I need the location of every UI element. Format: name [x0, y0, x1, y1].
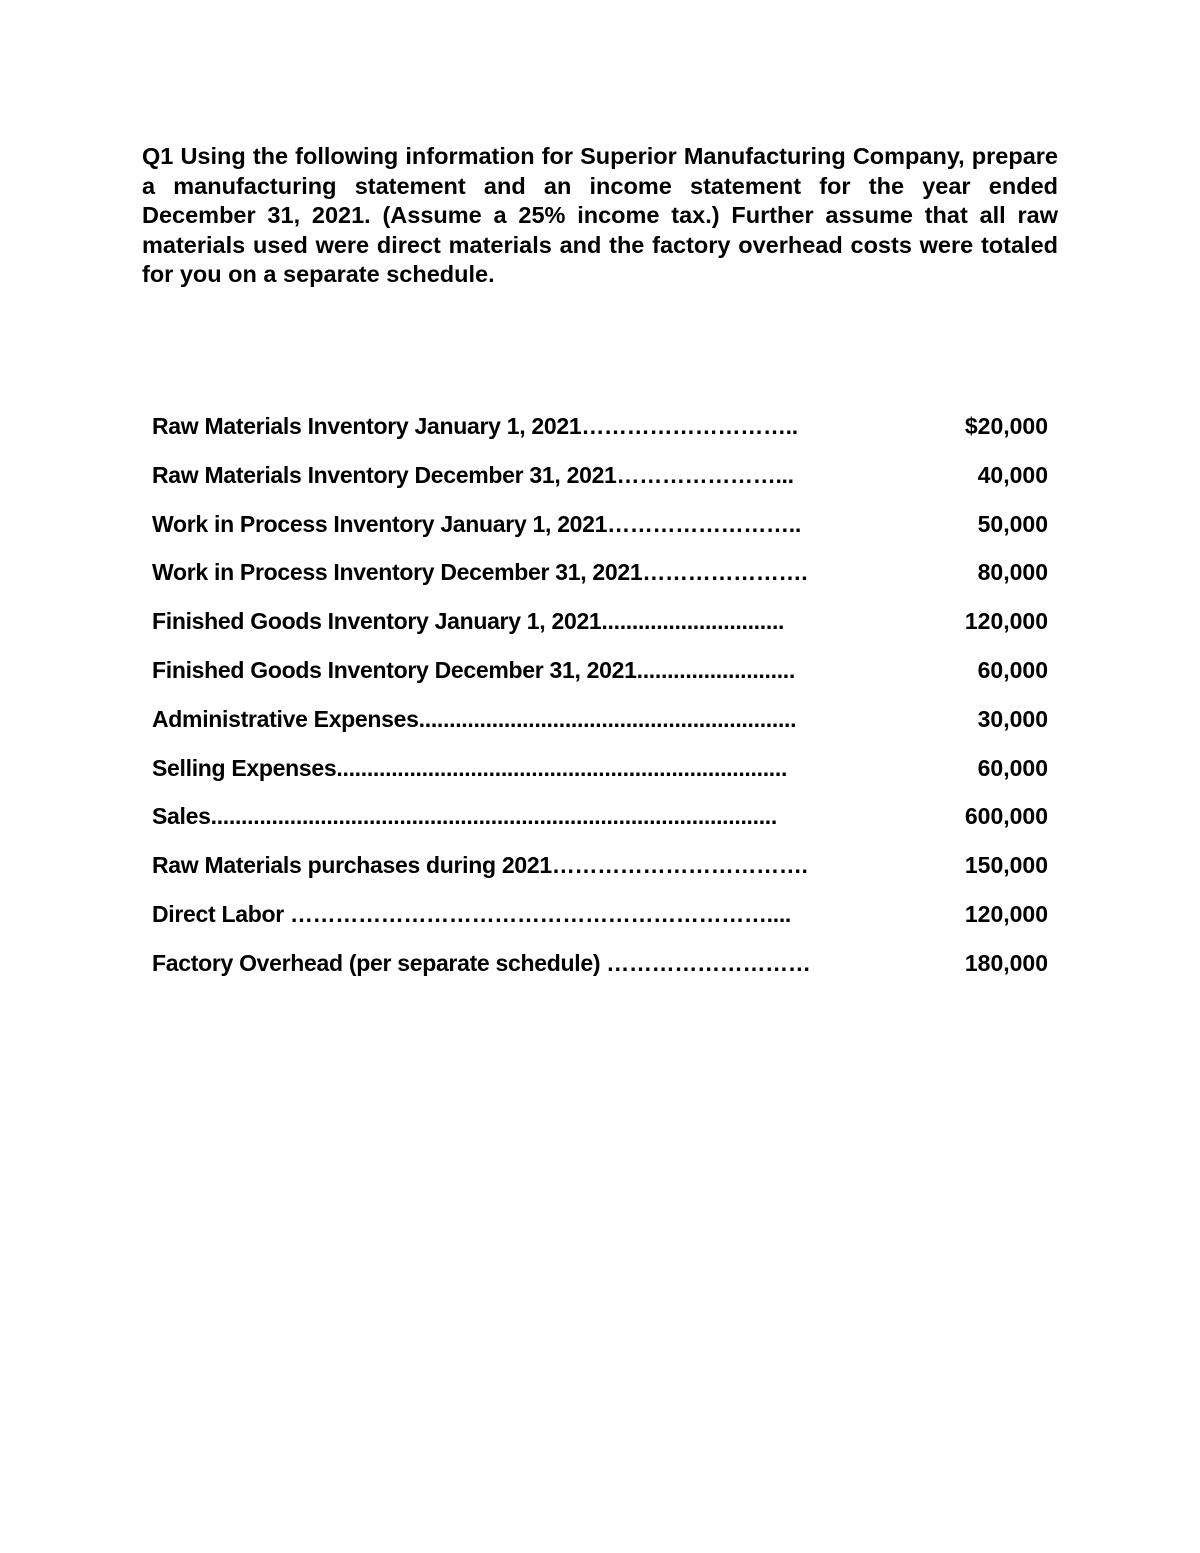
list-item — [152, 601, 1052, 650]
item-label: Direct Labor ……………………………………………………….... — [152, 900, 792, 927]
item-amount: 60,000 — [977, 754, 1048, 781]
list-item — [152, 699, 1052, 748]
item-label: Raw Materials Inventory January 1, 2021……………………….. — [152, 413, 798, 439]
item-amount: 30,000 — [977, 705, 1048, 732]
item-amount: 150,000 — [964, 852, 1048, 879]
item-amount: $20,000 — [964, 413, 1048, 439]
item-amount: 40,000 — [977, 461, 1048, 488]
item-label: Finished Goods Inventory December 31, 2021.......................... — [152, 656, 795, 683]
item-amount: 600,000 — [964, 803, 1048, 830]
item-label: Work in Process Inventory January 1, 2021…………………….. — [152, 510, 801, 537]
item-label: Work in Process Inventory December 31, 2021…………………. — [152, 559, 808, 586]
list-item — [152, 894, 1052, 943]
list-item — [152, 455, 1052, 504]
list-item — [152, 748, 1052, 797]
item-amount: 50,000 — [977, 510, 1048, 537]
item-label: Raw Materials purchases during 2021……………………………. — [152, 852, 808, 879]
item-label: Raw Materials Inventory December 31, 2021…………………... — [152, 461, 794, 488]
item-label: Administrative Expenses.............................................................. — [152, 705, 797, 732]
inventory-list — [152, 406, 1052, 992]
item-label: Finished Goods Inventory January 1, 2021.............................. — [152, 608, 785, 635]
item-amount: 80,000 — [977, 559, 1048, 586]
list-item — [152, 650, 1052, 699]
list-item — [152, 845, 1052, 894]
list-item — [152, 796, 1052, 845]
item-label: Selling Expenses.......................................................................... — [152, 754, 788, 781]
list-item — [152, 504, 1052, 553]
item-label: Factory Overhead (per separate schedule) ……………………… — [152, 949, 811, 976]
question-text: Q1 Using the following information for Superior Manufacturing Company, prepare a manufacturing statement and an income statement for the year ended December 31, 2021. (Assume a 25% income tax.) Further assume that all raw materials used were direct materials and the factory overhead costs were totaled for you on a separate schedule. — [142, 143, 1058, 287]
item-amount: 60,000 — [977, 656, 1048, 683]
list-item — [152, 406, 1052, 455]
item-label: Sales............................................................................................. — [152, 803, 777, 830]
list-item — [152, 943, 1052, 992]
item-amount: 120,000 — [964, 608, 1048, 635]
list-item — [152, 552, 1052, 601]
item-amount: 180,000 — [964, 949, 1048, 976]
item-amount: 120,000 — [964, 900, 1048, 927]
